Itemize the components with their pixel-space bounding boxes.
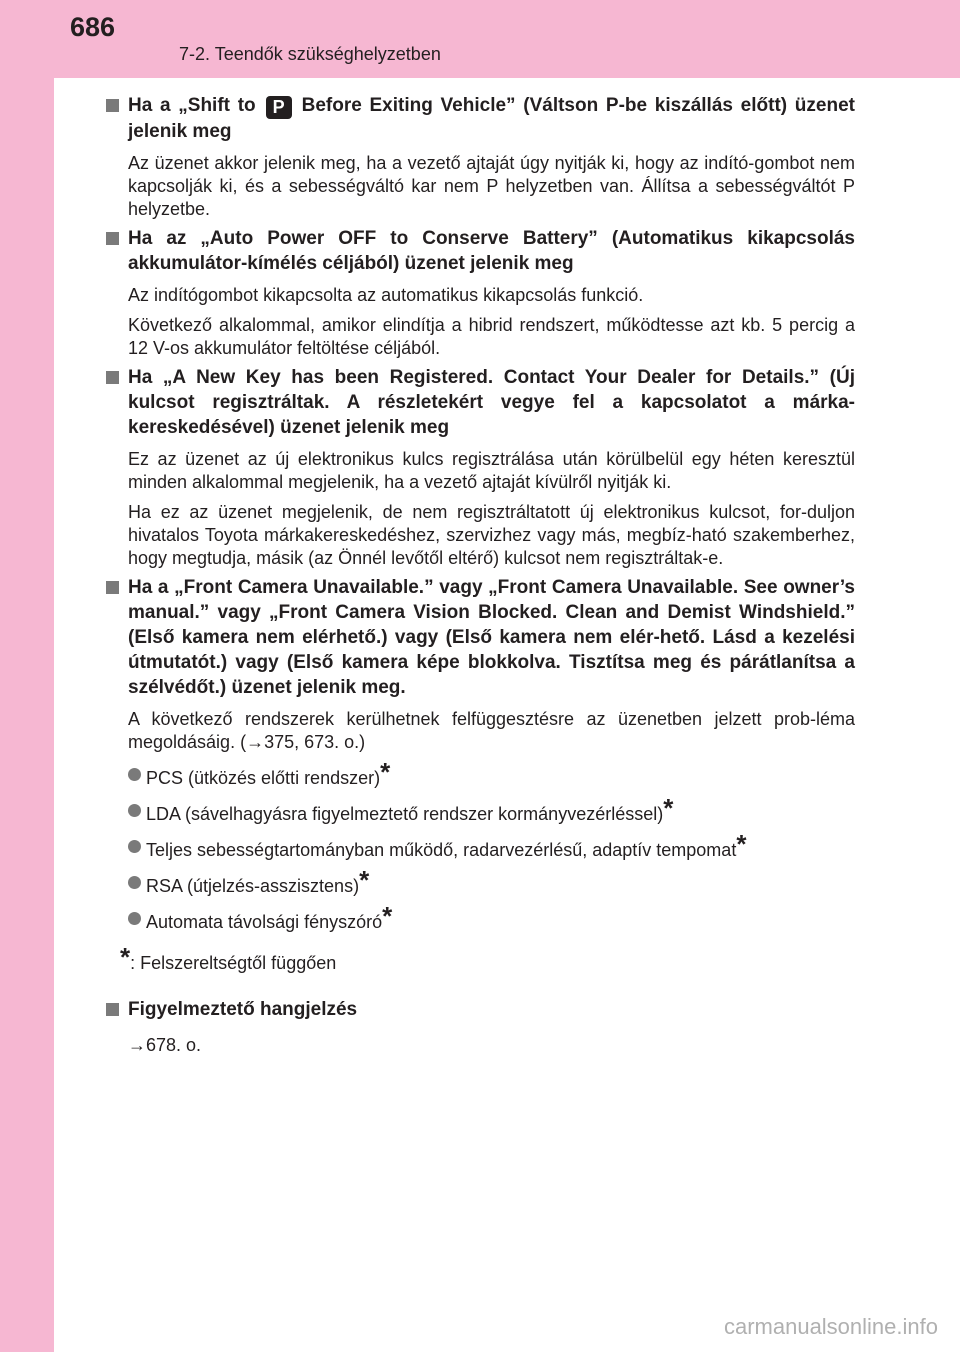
section-heading-front-camera: [106, 575, 855, 700]
side-color-band: [0, 0, 54, 1352]
paragraph: Ha ez az üzenet megjelenik, de nem regisztráltatott új elektronikus kulcsot, for-duljon hivatalos Toyota márkakereskedéshez, szervizhez vagy más, megbíz-ható szakemberhez, hogy megtudja, másik (az Önnél levőtől eltérő) kulcsot nem regisztráltak-e.: [128, 502, 855, 568]
section-heading-shift-to-p: [106, 93, 855, 144]
page-reference-text: 678. o.: [146, 1035, 202, 1055]
heading-text-part2: Before Exiting Vehicle” (Váltson P-be kiszállás előtt) üzenet jelenik meg: [128, 95, 855, 142]
list-item: [106, 865, 855, 898]
footnote-star: *: [663, 793, 674, 823]
paragraph-text: A következő rendszerek kerülhetnek felfüggesztésre az üzenetben jelzett prob-léma megoldásáig. (: [128, 709, 855, 752]
square-bullet-icon: [106, 232, 119, 245]
list-item-text: RSA (útjelzés-asszisztens): [146, 876, 360, 896]
list-item-text: Teljes sebességtartományban működő, radarvezérlésű, adaptív tempomat: [146, 840, 737, 860]
list-item: [106, 757, 855, 790]
footnote-text: : Felszereltségtől függően: [130, 953, 337, 973]
heading-text-part1: Ha a „Shift to: [128, 95, 256, 116]
heading-text: Ha „A New Key has been Registered. Contact Your Dealer for Details.” (Új kulcsot regisztráltak. A részletekért vegye fel a kapcsolatot a márka-kereskedésével) üzenet jelenik meg: [128, 367, 855, 438]
paragraph: Az üzenet akkor jelenik meg, ha a vezető ajtaját úgy nyitják ki, hogy az indító-gombot nem kapcsolják ki, és a sebességváltó kar nem P helyzetben van. Állítsa a sebességváltót P helyzetbe.: [128, 153, 855, 219]
footnote-star: *: [736, 829, 747, 859]
list-item-text: LDA (sávelhagyásra figyelmeztető rendszer kormányvezérléssel): [146, 804, 664, 824]
circle-bullet-icon: [128, 804, 141, 817]
paragraph: Következő alkalommal, amikor elindítja a hibrid rendszert, működtesse azt kb. 5 percig a 12 V-os akkumulátor feltöltése céljából.: [128, 315, 855, 358]
page-reference: [106, 1034, 855, 1057]
circle-bullet-icon: [128, 876, 141, 889]
list-item: [106, 829, 855, 862]
heading-text: Ha az „Auto Power OFF to Conserve Battery” (Automatikus kikapcsolás akkumulátor-kímélés céljából) üzenet jelenik meg: [128, 228, 855, 274]
paragraph: Ez az üzenet az új elektronikus kulcs regisztrálása után körülbelül egy héten keresztül minden alkalommal megjelenik, ha a vezető ajtaját kívülről nyitják ki.: [128, 449, 855, 492]
section-heading-new-key: [106, 365, 855, 440]
circle-bullet-icon: [128, 912, 141, 925]
header-band: [54, 0, 960, 78]
park-p-icon: P: [266, 96, 292, 119]
footnote-star: *: [359, 865, 370, 895]
circle-bullet-icon: [128, 768, 141, 781]
section-heading-warning-buzzer: [106, 997, 855, 1022]
square-bullet-icon: [106, 1003, 119, 1016]
square-bullet-icon: [106, 371, 119, 384]
circle-bullet-icon: [128, 840, 141, 853]
page-number: 686: [70, 12, 116, 42]
list-item-text: PCS (ütközés előtti rendszer): [146, 768, 381, 788]
footnote-star: *: [120, 942, 131, 972]
footnote-star: *: [380, 757, 391, 787]
square-bullet-icon: [106, 99, 119, 112]
list-item-text: Automata távolsági fényszóró: [146, 912, 383, 932]
chapter-title: 7-2. Teendők szükséghelyzetben: [179, 44, 441, 64]
paragraph-text: 375, 673. o.): [264, 732, 366, 752]
paragraph: Az indítógombot kikapcsolta az automatikus kikapcsolás funkció.: [128, 285, 644, 305]
heading-text: Figyelmeztető hangjelzés: [128, 999, 358, 1020]
list-item: [106, 793, 855, 826]
heading-text: Ha a „Front Camera Unavailable.” vagy „Front Camera Unavailable. See owner’s manual.” vagy „Front Camera Vision Blocked. Clean and Demist Windshield.” (Első kamera nem elérhető.) vagy (Első kamera nem elér-hető. Lásd a kezelési útmutatót.) vagy (Első kamera képe blokkolva. Tisztítsa meg és párátlanítsa a szélvédőt.) üzenet jelenik meg.: [128, 577, 855, 698]
list-item: [106, 901, 855, 934]
reference-arrow-icon: →: [246, 732, 265, 752]
reference-arrow-icon: →: [128, 1035, 146, 1055]
section-heading-auto-power-off: [106, 226, 855, 276]
footnote-star: *: [382, 901, 393, 931]
page-content: [106, 88, 855, 1059]
square-bullet-icon: [106, 581, 119, 594]
paragraph: [106, 708, 855, 754]
watermark: carmanualsonline.info: [723, 1314, 938, 1339]
footnote: [106, 942, 855, 975]
